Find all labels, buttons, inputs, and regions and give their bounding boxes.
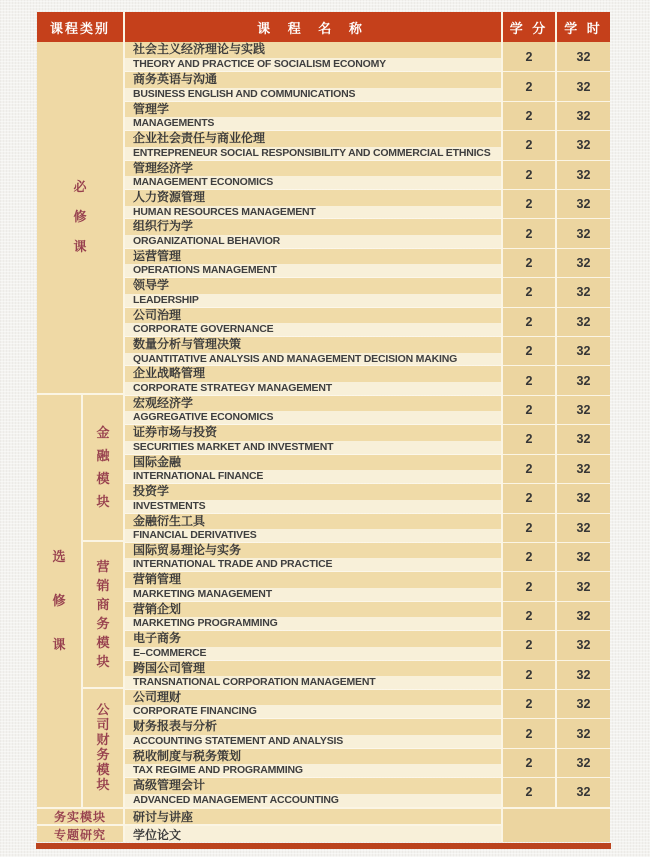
hours-value: 32 [576,667,591,682]
course-name-cell [125,454,503,483]
credit-value: 2 [525,167,533,182]
credit-cell [503,277,557,306]
course-name-cn: 公司治理 [125,308,501,324]
credit-cell [503,689,557,718]
credit-cell [503,513,557,542]
course-name-cn: 税收制度与税务策划 [125,749,501,765]
course-name-cell [125,601,503,630]
course-name-cn: 公司理财 [125,690,501,706]
course-name-cn: 运营管理 [125,249,501,265]
hours-value: 32 [576,579,591,594]
credit-value: 2 [525,226,533,241]
curriculum-table [37,12,610,849]
header-credits: 学 分 [503,12,557,42]
course-name-en: FINANCIAL DERIVATIVES [125,529,501,542]
course-name-cn: 数量分析与管理决策 [125,337,501,353]
vertical-label-char: 修 [52,592,66,608]
vertical-label-char: 块 [96,493,110,509]
credit-cell [503,630,557,659]
course-name-cell [125,513,503,542]
hours-value: 32 [576,461,591,476]
course-name-cell [125,571,503,600]
course-name-en: ENTREPRENEUR SOCIAL RESPONSIBILITY AND COMMERCIAL ETHNICS [125,147,501,160]
hours-value: 32 [576,344,591,359]
course-name-en: OPERATIONS MANAGEMENT [125,264,501,277]
vertical-label-char: 务 [96,747,110,763]
credit-cell [503,660,557,689]
vertical-label-char: 必 [73,179,87,195]
course-name-cn: 商务英语与沟通 [125,72,501,88]
hours-value: 32 [576,373,591,388]
course-name-cell [125,365,503,394]
course-name-en: AGGREGATIVE ECONOMICS [125,411,501,424]
course-name-cell [125,483,503,512]
footer-course-cell: 学位论文 [125,824,503,842]
course-name-cell [125,630,503,659]
hours-value: 32 [576,138,591,153]
hours-cell [557,130,610,159]
credit-cell [503,71,557,100]
vertical-label-char: 选 [52,548,66,564]
course-name-en: INTERNATIONAL FINANCE [125,470,501,483]
course-name-cn: 人力资源管理 [125,190,501,206]
hours-value: 32 [576,79,591,94]
course-name-cell [125,160,503,189]
course-name-cn: 营销企划 [125,602,501,618]
module-label-1 [83,542,125,689]
course-name-cell [125,336,503,365]
hours-cell [557,307,610,336]
vertical-label-char: 修 [73,209,87,225]
course-name-en: ADVANCED MANAGEMENT ACCOUNTING [125,794,501,807]
credit-cell [503,101,557,130]
course-name-cn: 金融衍生工具 [125,514,501,530]
hours-cell [557,689,610,718]
course-name-en: CORPORATE STRATEGY MANAGEMENT [125,382,501,395]
hours-value: 32 [576,785,591,800]
hours-cell [557,277,610,306]
footer-course-cell: 研讨与讲座 [125,807,503,825]
course-name-en: ACCOUNTING STATEMENT AND ANALYSIS [125,735,501,748]
hours-cell [557,395,610,424]
hours-cell [557,660,610,689]
course-name-cell [125,689,503,718]
hours-value: 32 [576,285,591,300]
course-name-cn: 企业社会责任与商业伦理 [125,131,501,147]
credit-value: 2 [525,638,533,653]
footer-category-label: 务实模块 [37,807,125,825]
hours-value: 32 [576,491,591,506]
credit-value: 2 [525,550,533,565]
hours-cell [557,336,610,365]
course-name-cell [125,395,503,424]
vertical-label-char: 商 [96,596,110,612]
credit-value: 2 [525,579,533,594]
credit-value: 2 [525,373,533,388]
credit-cell [503,248,557,277]
course-name-en: MARKETING MANAGEMENT [125,588,501,601]
credit-cell [503,395,557,424]
hours-cell [557,542,610,571]
course-name-cn: 国际金融 [125,455,501,471]
credit-value: 2 [525,344,533,359]
hours-cell [557,424,610,453]
credit-cell [503,542,557,571]
hours-value: 32 [576,256,591,271]
credit-value: 2 [525,461,533,476]
credit-cell [503,365,557,394]
vertical-label-char: 融 [96,447,110,463]
course-name-cn: 高级管理会计 [125,778,501,794]
hours-value: 32 [576,403,591,418]
hours-cell [557,601,610,630]
course-name-en: INVESTMENTS [125,500,501,513]
credit-value: 2 [525,403,533,418]
credit-value: 2 [525,667,533,682]
hours-value: 32 [576,755,591,770]
credit-value: 2 [525,491,533,506]
course-name-cell [125,101,503,130]
credit-cell [503,336,557,365]
credit-cell [503,130,557,159]
course-name-en: MANAGEMENTS [125,117,501,130]
hours-cell [557,748,610,777]
hours-cell [557,454,610,483]
hours-value: 32 [576,726,591,741]
credit-cell [503,189,557,218]
table-body [37,42,610,842]
vertical-label-char: 财 [96,732,110,748]
vertical-label-char: 块 [96,653,110,669]
footer-credits-hours-cell [503,807,610,842]
hours-value: 32 [576,550,591,565]
hours-cell [557,101,610,130]
hours-value: 32 [576,608,591,623]
credit-cell [503,424,557,453]
vertical-label-char: 模 [96,762,110,778]
hours-value: 32 [576,697,591,712]
hours-value: 32 [576,49,591,64]
course-name-cell [125,218,503,247]
vertical-label-char: 务 [96,615,110,631]
hours-cell [557,160,610,189]
course-name-cn: 营销管理 [125,572,501,588]
vertical-label-char: 销 [96,577,110,593]
credit-value: 2 [525,49,533,64]
credit-value: 2 [525,197,533,212]
course-name-en: TAX REGIME AND PROGRAMMING [125,764,501,777]
credit-cell [503,777,557,806]
table-bottom-rule [36,843,611,849]
credit-value: 2 [525,697,533,712]
module-label-2 [83,689,125,807]
course-name-cell [125,542,503,571]
course-name-en: QUANTITATIVE ANALYSIS AND MANAGEMENT DECISION MAKING [125,353,501,366]
module-label-0 [83,395,125,542]
hours-cell [557,71,610,100]
credit-cell [503,307,557,336]
credit-value: 2 [525,785,533,800]
vertical-label-char: 公 [96,702,110,718]
course-name-cn: 投资学 [125,484,501,500]
course-name-cn: 国际贸易理论与实务 [125,543,501,559]
course-name-cn: 管理经济学 [125,161,501,177]
course-name-cell [125,277,503,306]
hours-value: 32 [576,520,591,535]
course-name-en: THEORY AND PRACTICE OF SOCIALISM ECONOMY [125,58,501,72]
credit-cell [503,42,557,71]
header-course-name: 课 程 名 称 [125,12,503,42]
hours-cell [557,248,610,277]
course-name-cell [125,660,503,689]
course-name-cell [125,189,503,218]
header-course-category: 课程类别 [37,12,125,42]
course-name-en: HUMAN RESOURCES MANAGEMENT [125,206,501,219]
hours-cell [557,571,610,600]
credit-cell [503,748,557,777]
course-name-cell [125,307,503,336]
credit-cell [503,454,557,483]
course-name-cn: 财务报表与分析 [125,719,501,735]
course-name-en: ORGANIZATIONAL BEHAVIOR [125,235,501,248]
category-elective [37,395,83,807]
vertical-label-char: 司 [96,717,110,733]
credit-cell [503,483,557,512]
course-name-cn: 管理学 [125,102,501,118]
vertical-label-char: 模 [96,634,110,650]
course-name-cn: 证券市场与投资 [125,425,501,441]
hours-value: 32 [576,226,591,241]
hours-cell [557,189,610,218]
course-name-cn: 社会主义经济理论与实践 [125,42,501,58]
course-name-cell [125,130,503,159]
vertical-label-char: 模 [96,470,110,486]
credit-value: 2 [525,608,533,623]
category-required [37,42,125,395]
vertical-label-char: 课 [52,636,66,652]
course-name-en: BUSINESS ENGLISH AND COMMUNICATIONS [125,88,501,101]
hours-cell [557,42,610,71]
hours-value: 32 [576,197,591,212]
course-name-cell [125,248,503,277]
credit-value: 2 [525,138,533,153]
hours-value: 32 [576,638,591,653]
credit-cell [503,571,557,600]
course-name-cell [125,71,503,100]
hours-cell [557,365,610,394]
credit-value: 2 [525,432,533,447]
vertical-label-char: 块 [96,777,110,793]
hours-cell [557,483,610,512]
credit-cell [503,160,557,189]
course-name-en: CORPORATE GOVERNANCE [125,323,501,336]
course-name-cn: 电子商务 [125,631,501,647]
credit-cell [503,218,557,247]
course-name-en: INTERNATIONAL TRADE AND PRACTICE [125,558,501,571]
course-name-en: CORPORATE FINANCING [125,705,501,718]
hours-cell [557,777,610,806]
course-name-en: MARKETING PROGRAMMING [125,617,501,630]
credit-value: 2 [525,755,533,770]
course-name-cn: 跨国公司管理 [125,661,501,677]
hours-cell [557,630,610,659]
hours-value: 32 [576,167,591,182]
course-name-cn: 宏观经济学 [125,396,501,412]
course-name-cn: 组织行为学 [125,219,501,235]
credit-value: 2 [525,79,533,94]
course-name-en: MANAGEMENT ECONOMICS [125,176,501,189]
credit-value: 2 [525,314,533,329]
credit-value: 2 [525,109,533,124]
course-name-cell [125,718,503,747]
hours-value: 32 [576,314,591,329]
hours-value: 32 [576,109,591,124]
course-name-en: LEADERSHIP [125,294,501,307]
credit-cell [503,601,557,630]
hours-cell [557,218,610,247]
hours-value: 32 [576,432,591,447]
credit-value: 2 [525,256,533,271]
header-hours: 学 时 [564,20,603,36]
footer-category-label: 专题研究 [37,824,125,842]
credit-cell [503,718,557,747]
course-name-cell [125,42,503,71]
course-name-cn: 企业战略管理 [125,366,501,382]
table-header-row [37,12,610,42]
vertical-label-char: 营 [96,558,110,574]
vertical-label-char: 金 [96,424,110,440]
hours-cell [557,718,610,747]
course-name-en: E–COMMERCE [125,647,501,660]
credit-value: 2 [525,520,533,535]
course-name-en: SECURITIES MARKET AND INVESTMENT [125,441,501,454]
course-name-cell [125,424,503,453]
course-name-cn: 领导学 [125,278,501,294]
vertical-label-char: 课 [73,239,87,255]
hours-cell [557,513,610,542]
course-name-en: TRANSNATIONAL CORPORATION MANAGEMENT [125,676,501,689]
course-name-cell [125,748,503,777]
course-name-cell [125,777,503,806]
credit-value: 2 [525,285,533,300]
credit-value: 2 [525,726,533,741]
